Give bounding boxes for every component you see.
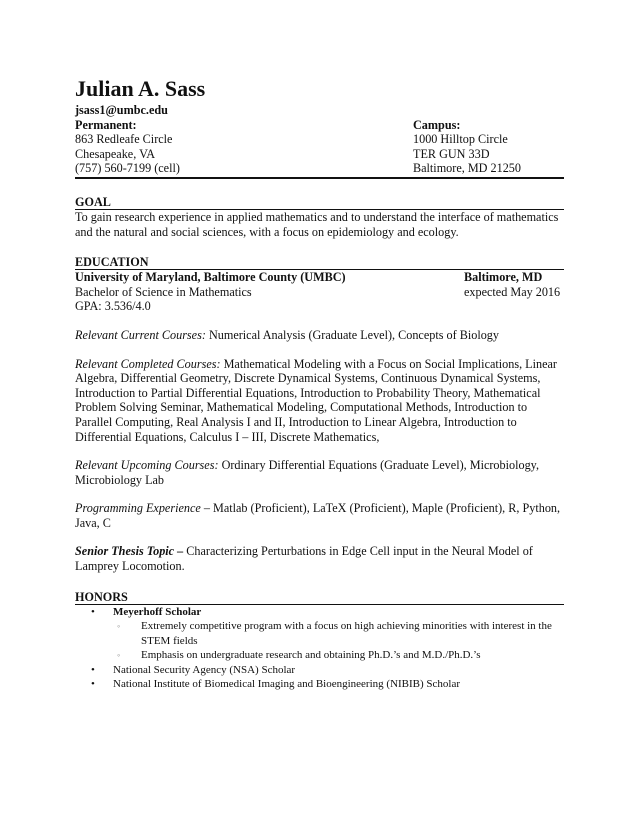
upcoming-courses-text: Ordinary Differential Equations (Graduate Level), Microbiology, Microbiology Lab [75, 458, 540, 487]
honor-sub-text-1: Extremely competitive program with a focus on high achieving minorities with interest in the STEM fields [141, 620, 552, 647]
gpa: GPA: 3.536/4.0 [75, 299, 151, 314]
current-courses [75, 328, 564, 343]
campus-line-3: Baltimore, MD 21250 [413, 161, 521, 176]
honor-nsa: National Security Agency (NSA) Scholar [113, 663, 296, 676]
permanent-line-2: Chesapeake, VA [75, 146, 156, 161]
honor-item [75, 663, 564, 678]
sub-bullet-icon: ◦ [117, 621, 121, 632]
completed-courses-label: Relevant Completed Courses: [75, 356, 221, 371]
bullet-icon: • [91, 605, 95, 618]
expected-date: expected May 2016 [464, 284, 561, 299]
upcoming-courses [75, 458, 564, 487]
honor-meyerhoff: Meyerhoff Scholar [113, 605, 202, 618]
programming-label: Programming Experience [75, 501, 201, 516]
programming-text: – Matlab (Proficient), LaTeX (Proficient), Maple (Proficient), R, Python, Java, C [75, 501, 561, 530]
goal-section [75, 195, 564, 239]
bullet-icon: • [91, 663, 95, 676]
school-row [75, 270, 564, 285]
honor-subitem [113, 619, 564, 648]
completed-courses-text: Mathematical Modeling with a Focus on Social Implications, Linear Algebra, Differential Geometry, Discrete Dynamical Systems, Continuous Dynamical Systems, Introduction to Partial Differential Equations, Introduction to Probability Theory, Mathematical Problem Solving Seminar, Mathematical Modeling, Computational Methods, Introduction to Parallel Computing, Real Analysis I and II, Introduction to Linear Algebra, Introduction to Differential Equations, Calculus I – III, Discrete Mathematics, [75, 356, 557, 444]
permanent-line-3: (757) 560-7199 (cell) [75, 161, 180, 176]
education-title: EDUCATION [75, 255, 564, 270]
honors-section [75, 590, 564, 692]
completed-courses [75, 357, 564, 445]
education-section [75, 255, 564, 574]
goal-title: GOAL [75, 195, 564, 210]
permanent-address [75, 118, 180, 176]
campus-label: Campus: [413, 117, 461, 132]
campus-line-1: 1000 Hilltop Circle [413, 132, 508, 147]
upcoming-courses-label: Relevant Upcoming Courses: [75, 458, 219, 473]
email: jsass1@umbc.edu [75, 103, 168, 117]
permanent-label: Permanent: [75, 117, 137, 132]
degree-row [75, 285, 564, 300]
thesis-text: Characterizing Perturbations in Edge Cell input in the Neural Model of Lamprey Locomotion. [75, 544, 533, 574]
honors-title: HONORS [75, 590, 564, 605]
current-courses-label: Relevant Current Courses: [75, 327, 206, 342]
sub-bullet-icon: ◦ [117, 650, 121, 661]
goal-text: To gain research experience in applied mathematics and to understand the interface of mathematics and the natural and social sciences, with a focus on epidemiology and ecology. [75, 209, 559, 239]
school-name: University of Maryland, Baltimore County (UMBC) [75, 270, 346, 285]
honor-sub-text-2: Emphasis on undergraduate research and obtaining Ph.D.’s and M.D./Ph.D.’s [141, 649, 481, 662]
thesis-label: Senior Thesis Topic – [75, 544, 184, 559]
campus-address [413, 118, 564, 176]
permanent-line-1: 863 Redleafe Circle [75, 132, 173, 147]
degree: Bachelor of Science in Mathematics [75, 284, 252, 299]
honor-sublist [113, 619, 564, 663]
candidate-name: Julian A. Sass [75, 76, 206, 101]
honor-nibib: National Institute of Biomedical Imaging and Bioengineering (NIBIB) Scholar [113, 678, 461, 691]
current-courses-text: Numerical Analysis (Graduate Level), Concepts of Biology [205, 327, 499, 342]
school-location: Baltimore, MD [464, 270, 543, 285]
honor-item [75, 677, 564, 692]
bullet-icon: • [91, 678, 95, 691]
address-block [75, 118, 564, 179]
campus-line-2: TER GUN 33D [413, 146, 490, 161]
senior-thesis [75, 544, 564, 573]
resume-content [75, 76, 564, 692]
honor-item [75, 605, 564, 663]
honors-list [75, 605, 564, 692]
honor-subitem [113, 648, 564, 663]
programming-experience [75, 501, 564, 530]
